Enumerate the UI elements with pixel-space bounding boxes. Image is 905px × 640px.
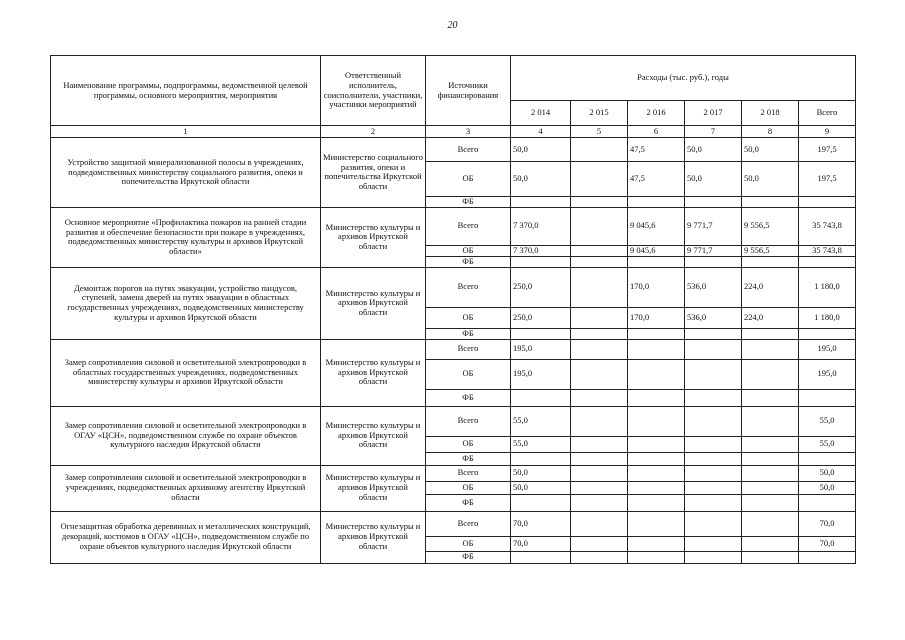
header-name: Наименование программы, подпрограммы, ведомственной целевой программы, основного мероприятия, мероприятия: [51, 56, 321, 126]
row-total: 197,5: [799, 138, 856, 162]
row-name: Основное мероприятие «Профилактика пожаров на ранней стадии развития и обеспечение безопасности при пожаре в учреждениях, подведомственных министерству культуры и архивов Иркутской области»: [51, 207, 321, 267]
row-value: [571, 245, 628, 256]
column-number: 3: [426, 126, 511, 138]
row-executor: Министерство культуры и архивов Иркутской области: [321, 207, 426, 267]
row-value: [571, 256, 628, 267]
row-value: 224,0: [742, 307, 799, 328]
row-executor: Министерство социального развития, опеки и попечительства Иркутской области: [321, 138, 426, 208]
row-value: 70,0: [511, 511, 571, 536]
expenses-table: [50, 55, 856, 564]
row-value: [628, 436, 685, 452]
row-name: Демонтаж порогов на путях эвакуации, устройство пандусов, ступеней, замена дверей на путях эвакуации в областных государственных учреждениях, подведомственных министерству культуры и архивов Иркутской области: [51, 267, 321, 339]
row-value: [571, 197, 628, 208]
row-name: Устройство защитной минерализованной полосы в учреждениях, подведомственных министерству социального развития, опеки и попечительства Иркутской области: [51, 138, 321, 208]
row-value: 50,0: [511, 138, 571, 162]
header-expenses: Расходы (тыс. руб.), годы: [511, 56, 856, 101]
row-value: [571, 207, 628, 245]
header-executor: Ответственный исполнитель, соисполнители, участники, участники мероприятий: [321, 56, 426, 126]
row-value: [742, 359, 799, 389]
row-value: [685, 256, 742, 267]
row-value: [685, 536, 742, 551]
row-value: [571, 494, 628, 511]
row-value: [571, 536, 628, 551]
row-source: Всего: [426, 339, 511, 359]
row-name: Огнезащитная обработка деревянных и металлических конструкций, декораций, костюмов в ОГАУ «ЦСН», подведомственном службе по охране объектов культурного наследия Иркутской области: [51, 511, 321, 563]
page-number: 20: [447, 20, 458, 31]
row-value: [628, 406, 685, 436]
row-value: 50,0: [511, 162, 571, 197]
row-source: Всего: [426, 465, 511, 481]
row-value: 170,0: [628, 267, 685, 307]
row-value: [742, 389, 799, 406]
row-value: 250,0: [511, 267, 571, 307]
row-source: ФБ: [426, 452, 511, 465]
column-number: 6: [628, 126, 685, 138]
row-total: 50,0: [799, 465, 856, 481]
row-value: 9 771,7: [685, 207, 742, 245]
row-source: Всего: [426, 406, 511, 436]
row-name: Замер сопротивления силовой и осветительной электропроводки в ОГАУ «ЦСН», подведомственном службе по охране объектов культурного наследия Иркутской области: [51, 406, 321, 465]
header-total: Всего: [799, 101, 856, 126]
row-source: ОБ: [426, 162, 511, 197]
row-source: Всего: [426, 207, 511, 245]
row-value: 50,0: [511, 465, 571, 481]
row-source: ОБ: [426, 359, 511, 389]
row-value: [628, 197, 685, 208]
row-value: [685, 406, 742, 436]
row-name: Замер сопротивления силовой и осветительной электропроводки в учреждениях, подведомственных архивному агентству Иркутской области: [51, 465, 321, 511]
table-row: [51, 511, 856, 536]
row-value: [685, 465, 742, 481]
row-value: [571, 162, 628, 197]
row-source: Всего: [426, 511, 511, 536]
row-value: [571, 328, 628, 339]
row-value: 170,0: [628, 307, 685, 328]
row-total: 195,0: [799, 359, 856, 389]
row-value: [511, 197, 571, 208]
row-value: [628, 551, 685, 563]
row-value: [571, 551, 628, 563]
row-value: [571, 339, 628, 359]
header-year: 2 015: [571, 101, 628, 126]
table-row: [51, 406, 856, 436]
row-total: 50,0: [799, 481, 856, 494]
row-value: [685, 197, 742, 208]
row-source: Всего: [426, 138, 511, 162]
row-executor: Министерство культуры и архивов Иркутской области: [321, 465, 426, 511]
row-value: 9 771,7: [685, 245, 742, 256]
row-value: [685, 494, 742, 511]
row-value: 536,0: [685, 307, 742, 328]
row-executor: Министерство культуры и архивов Иркутской области: [321, 267, 426, 339]
row-value: 195,0: [511, 359, 571, 389]
row-source: ОБ: [426, 436, 511, 452]
row-value: 55,0: [511, 406, 571, 436]
row-value: [742, 452, 799, 465]
row-total: 197,5: [799, 162, 856, 197]
row-value: [685, 551, 742, 563]
row-value: [628, 494, 685, 511]
row-value: [571, 436, 628, 452]
row-value: [571, 481, 628, 494]
row-value: [628, 339, 685, 359]
row-value: 47,5: [628, 138, 685, 162]
row-total: 70,0: [799, 511, 856, 536]
row-executor: Министерство культуры и архивов Иркутской области: [321, 406, 426, 465]
row-value: [628, 536, 685, 551]
row-total: 35 743,8: [799, 245, 856, 256]
row-value: 195,0: [511, 339, 571, 359]
row-value: [628, 511, 685, 536]
row-value: [685, 359, 742, 389]
row-source: ФБ: [426, 494, 511, 511]
row-value: [571, 389, 628, 406]
row-value: [511, 551, 571, 563]
row-source: Всего: [426, 267, 511, 307]
row-value: [628, 389, 685, 406]
row-executor: Министерство культуры и архивов Иркутской области: [321, 339, 426, 406]
header-year: 2 018: [742, 101, 799, 126]
row-value: 9 556,5: [742, 207, 799, 245]
row-value: 9 045,6: [628, 207, 685, 245]
row-value: 50,0: [511, 481, 571, 494]
row-value: [742, 256, 799, 267]
row-value: 50,0: [685, 162, 742, 197]
row-source: ОБ: [426, 307, 511, 328]
row-value: [628, 452, 685, 465]
row-value: [571, 406, 628, 436]
header-source: Источники финансирования: [426, 56, 511, 126]
row-total: 35 743,8: [799, 207, 856, 245]
row-value: [742, 465, 799, 481]
row-value: [742, 339, 799, 359]
column-number: 8: [742, 126, 799, 138]
row-value: [685, 511, 742, 536]
row-value: [571, 138, 628, 162]
row-executor: Министерство культуры и архивов Иркутской области: [321, 511, 426, 563]
row-value: [742, 494, 799, 511]
row-value: [571, 452, 628, 465]
row-value: [511, 452, 571, 465]
header-year: 2 014: [511, 101, 571, 126]
row-value: [685, 436, 742, 452]
row-value: [685, 328, 742, 339]
row-value: [628, 465, 685, 481]
row-total: [799, 328, 856, 339]
row-value: [571, 307, 628, 328]
row-total: [799, 197, 856, 208]
row-total: 55,0: [799, 436, 856, 452]
row-total: 55,0: [799, 406, 856, 436]
table-row: [51, 339, 856, 359]
row-source: ФБ: [426, 551, 511, 563]
row-value: 50,0: [742, 162, 799, 197]
row-value: 224,0: [742, 267, 799, 307]
table-row: [51, 207, 856, 245]
row-value: [571, 511, 628, 536]
row-value: [628, 256, 685, 267]
row-value: [511, 328, 571, 339]
row-value: [742, 536, 799, 551]
column-number: 1: [51, 126, 321, 138]
row-total: 70,0: [799, 536, 856, 551]
row-total: 195,0: [799, 339, 856, 359]
column-number: 4: [511, 126, 571, 138]
row-value: [742, 511, 799, 536]
row-value: [685, 452, 742, 465]
header-year: 2 017: [685, 101, 742, 126]
row-value: 7 370,0: [511, 245, 571, 256]
row-value: [742, 328, 799, 339]
row-value: [511, 494, 571, 511]
row-value: 55,0: [511, 436, 571, 452]
row-value: 7 370,0: [511, 207, 571, 245]
row-value: [685, 481, 742, 494]
row-value: [685, 339, 742, 359]
table-row: [51, 465, 856, 481]
row-source: ФБ: [426, 256, 511, 267]
row-source: ФБ: [426, 389, 511, 406]
row-value: 9 556,5: [742, 245, 799, 256]
column-number: 5: [571, 126, 628, 138]
row-source: ФБ: [426, 328, 511, 339]
row-value: [742, 436, 799, 452]
row-total: [799, 452, 856, 465]
row-value: [511, 389, 571, 406]
row-total: [799, 494, 856, 511]
row-source: ФБ: [426, 197, 511, 208]
row-source: ОБ: [426, 536, 511, 551]
column-number: 9: [799, 126, 856, 138]
row-source: ОБ: [426, 245, 511, 256]
row-value: 250,0: [511, 307, 571, 328]
row-total: 1 180,0: [799, 307, 856, 328]
row-value: 47,5: [628, 162, 685, 197]
row-value: [628, 481, 685, 494]
row-value: [571, 267, 628, 307]
row-value: [628, 328, 685, 339]
row-value: 50,0: [742, 138, 799, 162]
header-year: 2 016: [628, 101, 685, 126]
row-source: ОБ: [426, 481, 511, 494]
column-number: 2: [321, 126, 426, 138]
row-total: 1 180,0: [799, 267, 856, 307]
table-row: [51, 267, 856, 307]
row-total: [799, 256, 856, 267]
row-value: [628, 359, 685, 389]
row-value: [571, 465, 628, 481]
column-number: 7: [685, 126, 742, 138]
row-value: [742, 481, 799, 494]
row-value: 50,0: [685, 138, 742, 162]
row-value: 70,0: [511, 536, 571, 551]
row-value: [742, 406, 799, 436]
row-name: Замер сопротивления силовой и осветительной электропроводки в областных государственных учреждениях, подведомственных министерству культуры и архивов Иркутской области: [51, 339, 321, 406]
row-total: [799, 389, 856, 406]
row-value: 536,0: [685, 267, 742, 307]
row-total: [799, 551, 856, 563]
table-row: [51, 138, 856, 162]
row-value: [742, 551, 799, 563]
row-value: [685, 389, 742, 406]
row-value: [511, 256, 571, 267]
row-value: [742, 197, 799, 208]
row-value: [571, 359, 628, 389]
row-value: 9 045,6: [628, 245, 685, 256]
